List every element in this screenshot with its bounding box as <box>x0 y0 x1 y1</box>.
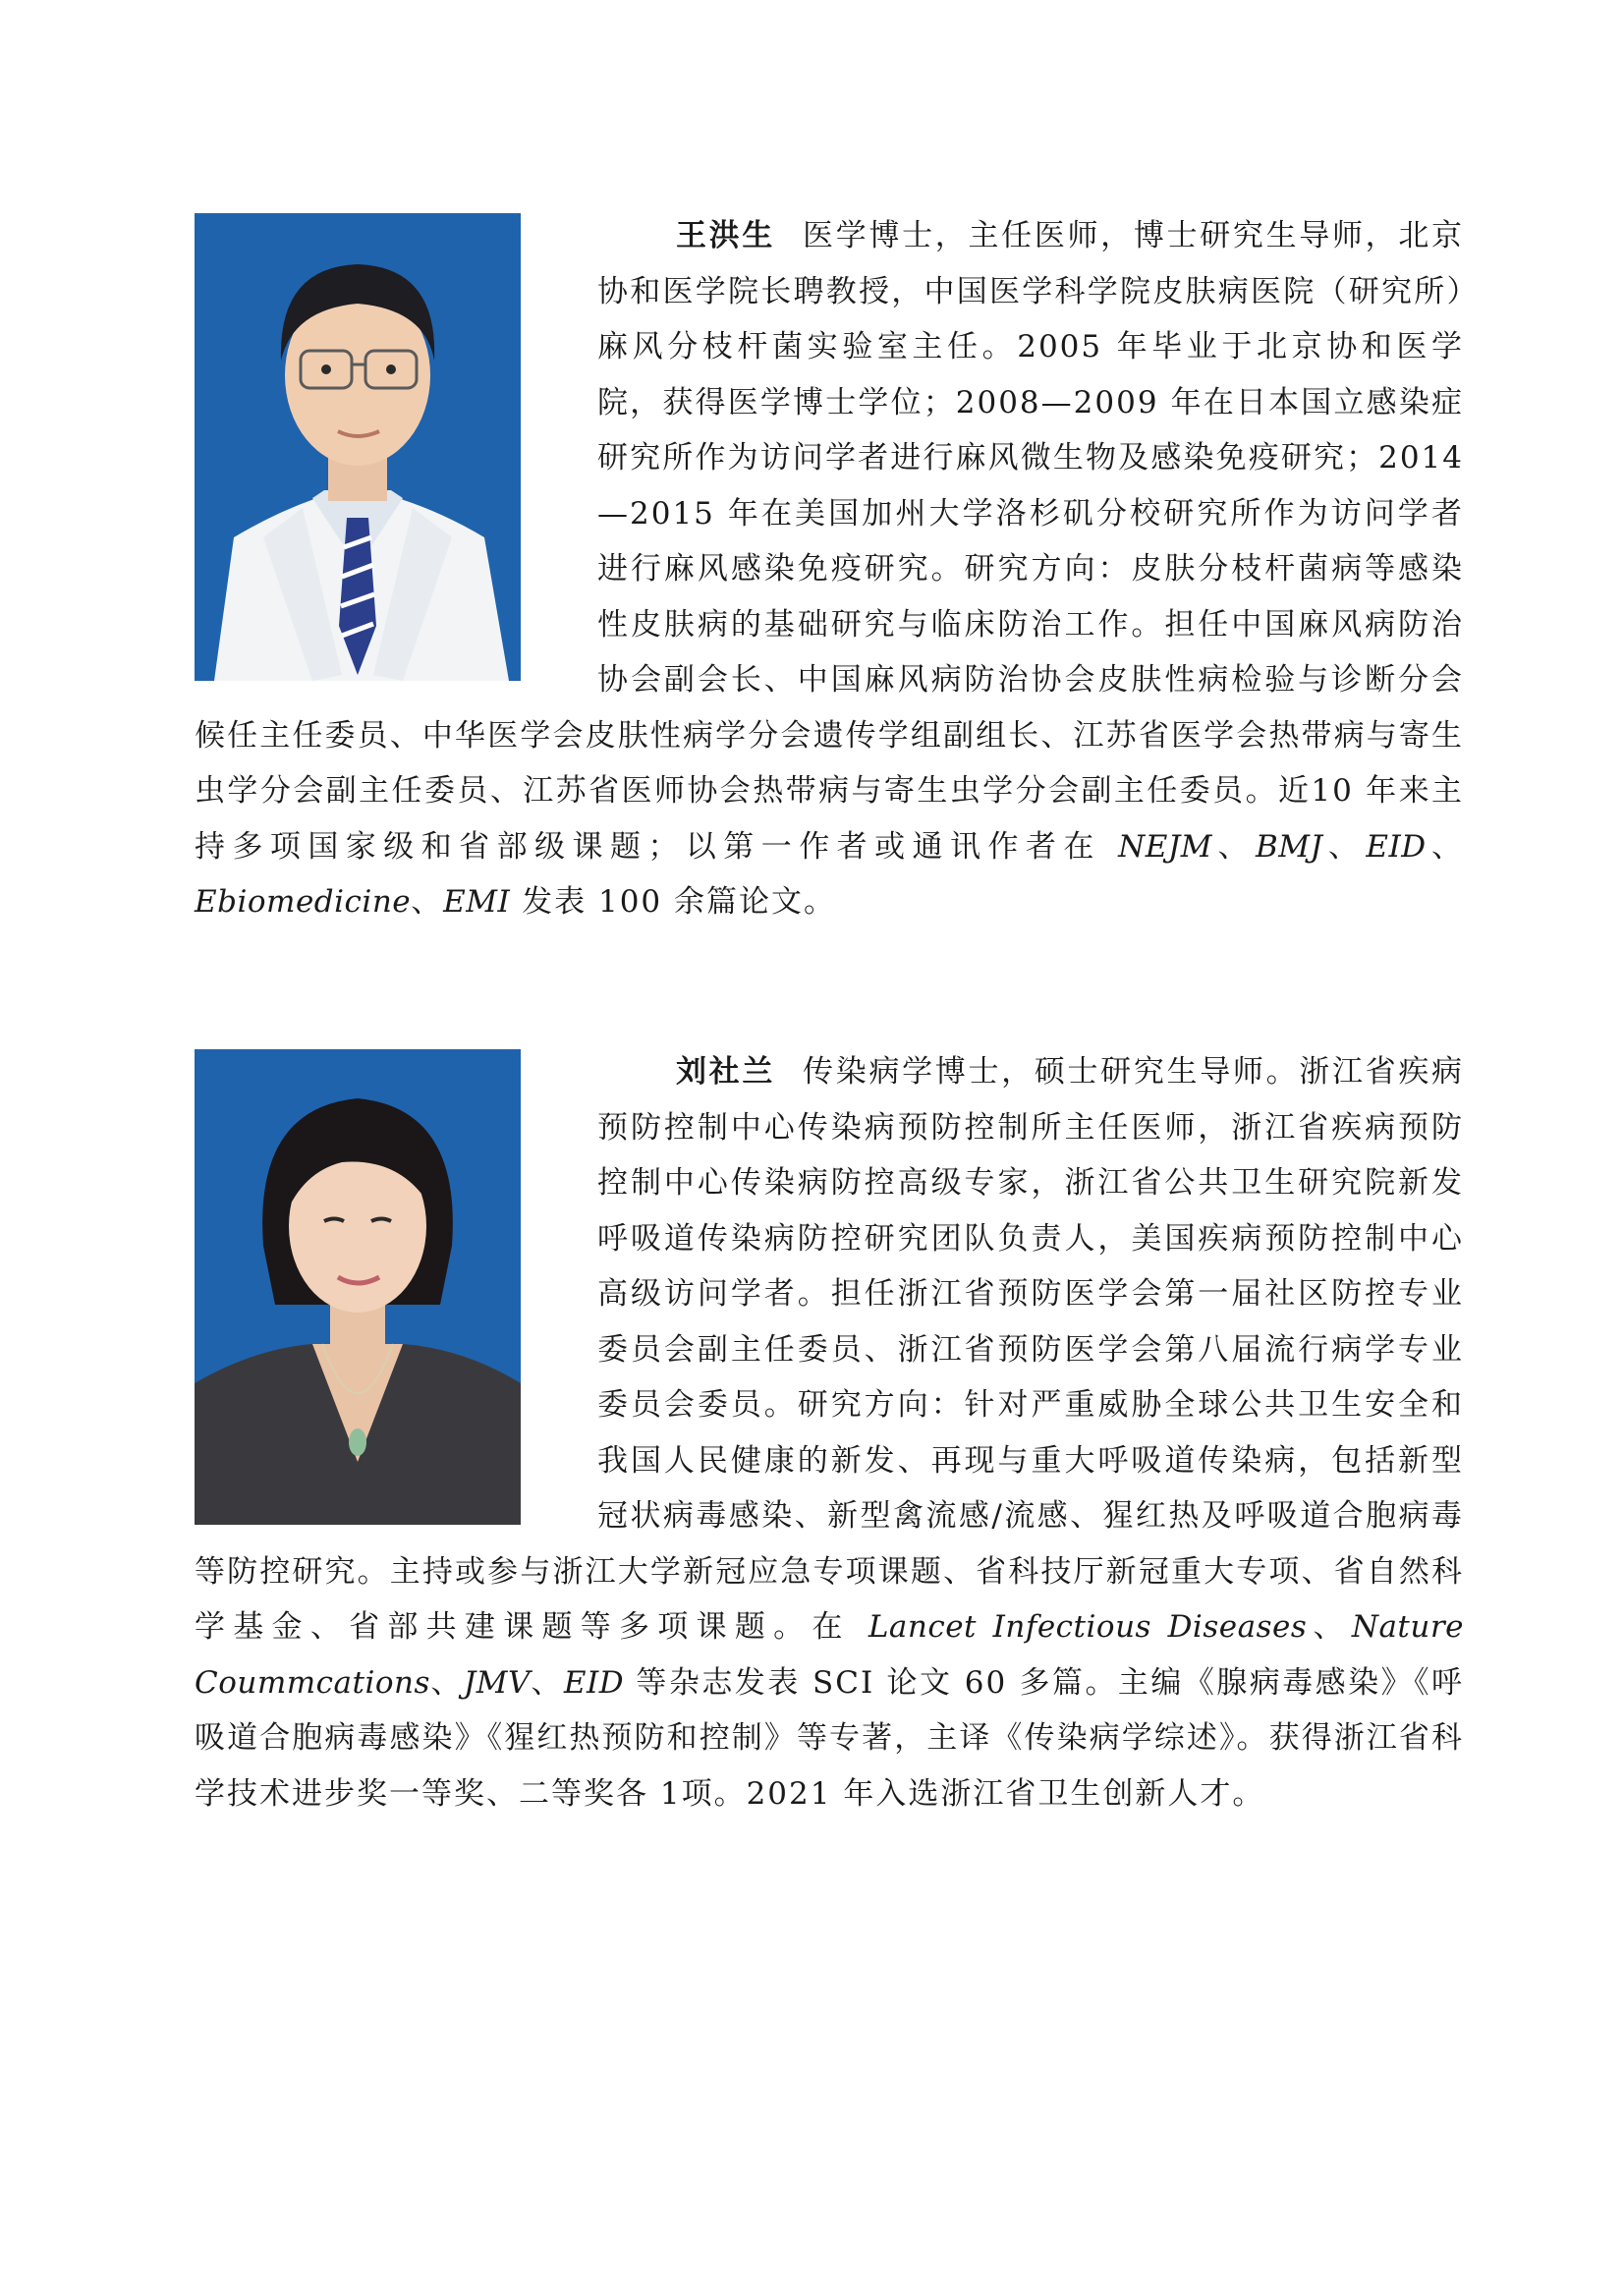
journal-name: NEJM <box>1118 828 1213 865</box>
journal-name: JMV <box>463 1664 531 1701</box>
bio-text-segment: 、 <box>530 1664 564 1701</box>
bio-text-segment: 、 <box>411 884 444 920</box>
bio-text-segment: 、 <box>1426 828 1465 865</box>
portrait-photo <box>195 1049 521 1525</box>
person-name: 王洪生 <box>676 218 776 253</box>
portrait-photo <box>195 213 521 681</box>
portrait-man-illustration <box>195 213 521 681</box>
journal-name: Ebiomedicine <box>195 884 412 920</box>
journal-name: EMI <box>443 884 511 920</box>
bio-text-segment: 、 <box>1322 828 1367 865</box>
journal-name: Lancet Infectious Diseases <box>868 1609 1308 1645</box>
journal-name: BMJ <box>1255 828 1323 865</box>
journal-name: Nature Coummcations <box>195 1609 1465 1701</box>
bio-text-segment: 发表 100 余篇论文。 <box>510 884 836 920</box>
bio-text-segment: 医学博士，主任医师，博士研究生导师，北京协和医学院长聘教授，中国医学科学院皮肤病医院（研究所）麻风分枝杆菌实验室主任。2005 年毕业于北京协和医学院，获得医学博士学位；2008—2009 年在日本国立感染症研究所作为访问学者进行麻风微生物及感染免疫研究；2014—2015 年在美国加州大学洛杉矶分校研究所作为访问学者进行麻风感染免疫研究。研究方向：皮肤分枝杆菌病等感染性皮肤病的基础研究与临床防治工作。担任中国麻风病防治协会副会长、中国麻风病防治协会皮肤性病检验与诊断分会候任主任委员、中华医学会皮肤性病学分会遗传学组副组长、江苏省医学会热带病与寄生虫学分会副主任委员、江苏省医师协会热带病与寄生虫学分会副主任委员。近10 年来主持多项国家级和省部级课题；以第一作者或通讯作者在 <box>195 218 1464 865</box>
bio-text-segment: 、 <box>1212 828 1256 865</box>
bio-text-segment: 、 <box>1307 1609 1352 1645</box>
portrait-woman-illustration <box>195 1049 521 1525</box>
journal-name: EID <box>1366 828 1427 865</box>
bio-section-2 <box>195 1044 1464 1821</box>
bio-section-1 <box>195 208 1464 930</box>
bio-text-segment: 等杂志发表 SCI 论文 60 多篇。主编《腺病毒感染》《呼吸道合胞病毒感染》《猩红热预防和控制》等专著，主译《传染病学综述》。获得浙江省科学技术进步奖一等奖、二等奖各 1项。2021 年入选浙江省卫生创新人才。 <box>195 1664 1465 1812</box>
bio-text-segment: 、 <box>429 1664 464 1701</box>
journal-name: EID <box>563 1664 625 1701</box>
bio-text-segment: 传染病学博士，硕士研究生导师。浙江省疾病预防控制中心传染病预防控制所主任医师，浙江省疾病预防控制中心传染病防控高级专家，浙江省公共卫生研究院新发呼吸道传染病防控研究团队负责人，美国疾病预防控制中心高级访问学者。担任浙江省预防医学会第一届社区防控专业委员会副主任委员、浙江省预防医学会第八届流行病学专业委员会委员。研究方向：针对严重威胁全球公共卫生安全和我国人民健康的新发、再现与重大呼吸道传染病，包括新型冠状病毒感染、新型禽流感/流感、猩红热及呼吸道合胞病毒等防控研究。主持或参与浙江大学新冠应急专项课题、省科技厅新冠重大专项、省自然科学基金、省部共建课题等多项课题。在 <box>195 1054 1464 1645</box>
person-name: 刘社兰 <box>676 1054 776 1090</box>
